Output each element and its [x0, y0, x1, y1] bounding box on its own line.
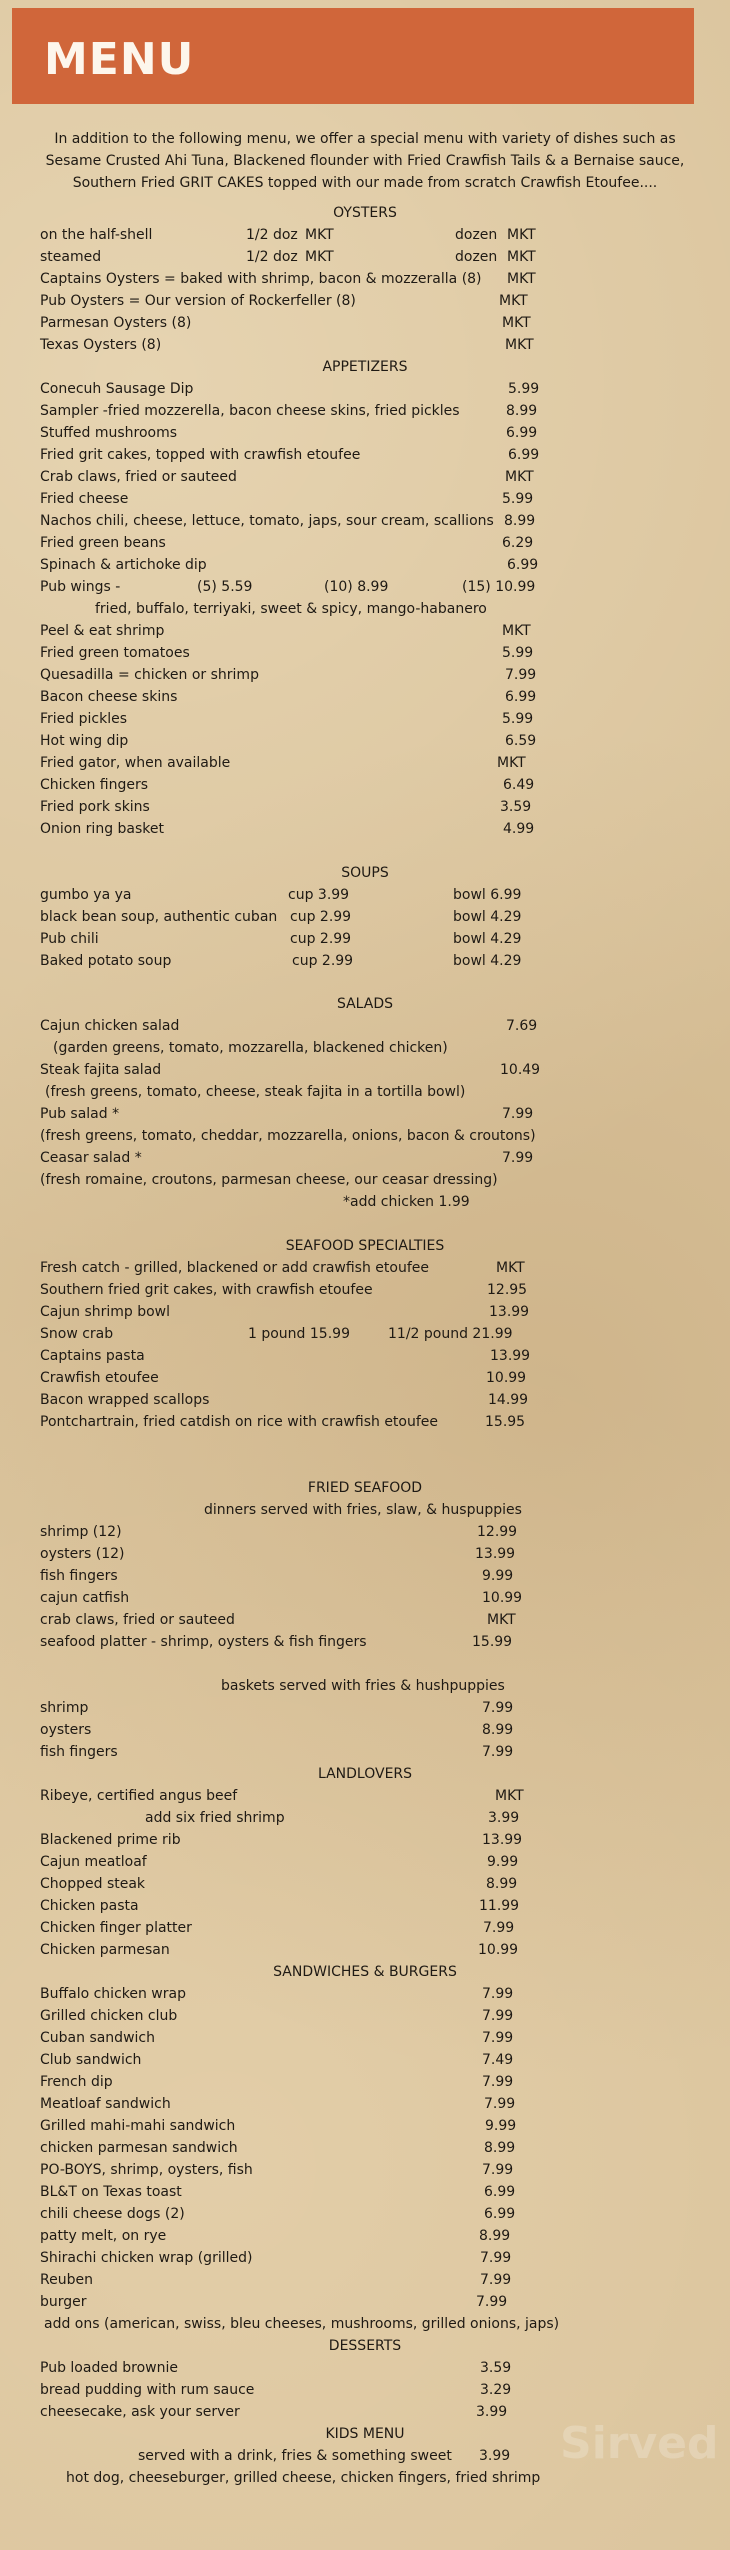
item-price: dozen [455, 249, 498, 265]
menu-item-row [0, 1169, 730, 1191]
item-price: 6.99 [507, 557, 539, 573]
menu-item-row [0, 510, 730, 532]
menu-item-row [0, 2181, 730, 2203]
item-name: Hot wing dip [40, 733, 129, 749]
menu-item-row [0, 950, 730, 972]
item-name: Cajun chicken salad [40, 1018, 180, 1034]
menu-item-row [0, 2247, 730, 2269]
menu-item-row [0, 2313, 730, 2335]
item-price: MKT [502, 315, 531, 331]
item-name: (fresh greens, tomato, cheddar, mozzarella, onions, bacon & croutons) [40, 1128, 536, 1144]
item-name: Steak fajita salad [40, 1062, 162, 1078]
menu-item-row [0, 708, 730, 730]
item-name: patty melt, on rye [40, 2228, 167, 2244]
menu-item-row [0, 774, 730, 796]
item-name: fish fingers [40, 1568, 118, 1584]
menu-item-row [0, 1565, 730, 1587]
item-price: 7.99 [482, 2030, 514, 2046]
menu-item-row [0, 1719, 730, 1741]
item-name: Club sandwich [40, 2052, 142, 2068]
item-name: hot dog, cheeseburger, grilled cheese, chicken fingers, fried shrimp [66, 2470, 541, 2486]
item-price: (15) 10.99 [462, 579, 536, 595]
menu-item-row [0, 2115, 730, 2137]
item-price: 5.99 [502, 491, 534, 507]
menu-item-row [0, 1609, 730, 1631]
menu-item-row [0, 488, 730, 510]
item-name: Conecuh Sausage Dip [40, 381, 194, 397]
item-price: 8.99 [482, 1722, 514, 1738]
menu-item-row [0, 1631, 730, 1653]
item-name: Cuban sandwich [40, 2030, 155, 2046]
item-price: 7.99 [483, 1920, 515, 1936]
item-price: bowl 6.99 [453, 887, 522, 903]
item-price: 5.99 [502, 645, 534, 661]
item-price: 4.99 [503, 821, 535, 837]
menu-item-row [0, 466, 730, 488]
item-price: 1 pound 15.99 [248, 1326, 350, 1342]
item-name: Grilled mahi-mahi sandwich [40, 2118, 236, 2134]
item-price: 7.99 [482, 1700, 514, 1716]
item-price: 1/2 doz [246, 249, 298, 265]
item-name: Meatloaf sandwich [40, 2096, 171, 2112]
menu-item-row [0, 598, 730, 620]
item-price: 7.99 [482, 2074, 514, 2090]
item-price: 7.99 [484, 2096, 516, 2112]
menu-item-row [0, 1103, 730, 1125]
item-price: 10.99 [482, 1590, 523, 1606]
section-heading-text: DESSERTS [328, 2338, 402, 2354]
item-price: bowl 4.29 [453, 909, 522, 925]
item-name: Crab claws, fried or sauteed [40, 469, 237, 485]
item-name: baskets served with fries & hushpuppies [221, 1678, 505, 1694]
section-heading [0, 1235, 730, 1257]
item-name: Captains pasta [40, 1348, 145, 1364]
item-price: 3.59 [480, 2360, 512, 2376]
menu-item-row [0, 334, 730, 356]
section-heading [0, 202, 730, 224]
menu-item-row [0, 576, 730, 598]
item-name: oysters [40, 1722, 92, 1738]
menu-item-row [0, 1081, 730, 1103]
item-price: MKT [507, 227, 536, 243]
item-name: shrimp (12) [40, 1524, 122, 1540]
item-price: MKT [505, 469, 534, 485]
menu-item-row [0, 1785, 730, 1807]
item-name: Cajun shrimp bowl [40, 1304, 171, 1320]
item-name: Pub wings - [40, 579, 121, 595]
item-name: PO-BOYS, shrimp, oysters, fish [40, 2162, 253, 2178]
item-name: burger [40, 2294, 87, 2310]
item-price: bowl 4.29 [453, 953, 522, 969]
menu-item-row [0, 2379, 730, 2401]
menu-item-row [0, 2137, 730, 2159]
item-price: 7.99 [502, 1106, 534, 1122]
item-name: Pub Oysters = Our version of Rockerfeller (8) [40, 293, 356, 309]
item-name: Fried pork skins [40, 799, 150, 815]
menu-item-row [0, 532, 730, 554]
item-name: BL&T on Texas toast [40, 2184, 182, 2200]
menu-item-row [0, 642, 730, 664]
menu-item-row [0, 1257, 730, 1279]
item-price: cup 3.99 [288, 887, 350, 903]
menu-item-row [0, 224, 730, 246]
menu-item-row [0, 818, 730, 840]
item-name: Bacon cheese skins [40, 689, 178, 705]
item-price: MKT [502, 623, 531, 639]
item-price: MKT [305, 249, 334, 265]
menu-item-row [0, 1983, 730, 2005]
menu-item-row [0, 1587, 730, 1609]
item-price: 13.99 [489, 1304, 530, 1320]
item-name: seafood platter - shrimp, oysters & fish fingers [40, 1634, 367, 1650]
menu-item-row [0, 1125, 730, 1147]
item-price: 7.99 [476, 2294, 508, 2310]
menu-item-row [0, 1301, 730, 1323]
item-price: MKT [507, 271, 536, 287]
item-price: 1/2 doz [246, 227, 298, 243]
menu-item-row [0, 290, 730, 312]
item-name: *add chicken 1.99 [343, 1194, 470, 1210]
item-price: 7.99 [505, 667, 537, 683]
item-name: steamed [40, 249, 102, 265]
item-name: Pontchartrain, fried catdish on rice with crawfish etoufee [40, 1414, 439, 1430]
item-name: Texas Oysters (8) [40, 337, 162, 353]
item-price: 6.99 [508, 447, 540, 463]
item-price: 9.99 [487, 1854, 519, 1870]
item-price: 5.99 [502, 711, 534, 727]
item-name: Parmesan Oysters (8) [40, 315, 192, 331]
item-price: MKT [497, 755, 526, 771]
menu-title: MENU [44, 34, 195, 85]
section-heading-text: SALADS [336, 996, 394, 1012]
item-price: cup 2.99 [290, 931, 352, 947]
item-name: oysters (12) [40, 1546, 125, 1562]
item-price: 7.99 [480, 2250, 512, 2266]
item-name: Crawfish etoufee [40, 1370, 159, 1386]
item-price: 11/2 pound 21.99 [388, 1326, 513, 1342]
item-name: bread pudding with rum sauce [40, 2382, 255, 2398]
item-price: 3.29 [480, 2382, 512, 2398]
menu-item-row [0, 246, 730, 268]
menu-item-row [0, 2093, 730, 2115]
section-heading [0, 356, 730, 378]
item-name: crab claws, fried or sauteed [40, 1612, 235, 1628]
item-price: 8.99 [504, 513, 536, 529]
item-price: (10) 8.99 [324, 579, 389, 595]
menu-item-row [0, 1741, 730, 1763]
item-price: 7.69 [506, 1018, 538, 1034]
item-price: 7.99 [480, 2272, 512, 2288]
item-price: 13.99 [475, 1546, 516, 1562]
section-heading-text: FRIED SEAFOOD [307, 1480, 423, 1496]
item-price: 15.95 [485, 1414, 526, 1430]
item-name: Reuben [40, 2272, 93, 2288]
item-name: (fresh greens, tomato, cheese, steak fajita in a tortilla bowl) [45, 1084, 466, 1100]
menu-item-row [0, 686, 730, 708]
item-name: Fried green beans [40, 535, 166, 551]
item-price: bowl 4.29 [453, 931, 522, 947]
menu-item-row [0, 2225, 730, 2247]
item-name: Southern fried grit cakes, with crawfish etoufee [40, 1282, 373, 1298]
item-name: add ons (american, swiss, bleu cheeses, mushrooms, grilled onions, japs) [44, 2316, 560, 2332]
item-name: Ceasar salad * [40, 1150, 142, 1166]
menu-item-row [0, 1411, 730, 1433]
menu-item-row [0, 1037, 730, 1059]
menu-item-row [0, 1367, 730, 1389]
item-name: Onion ring basket [40, 821, 164, 837]
item-price: MKT [499, 293, 528, 309]
item-price: 3.59 [500, 799, 532, 815]
section-heading [0, 1477, 730, 1499]
item-name: Fresh catch - grilled, blackened or add crawfish etoufee [40, 1260, 429, 1276]
item-name: cajun catfish [40, 1590, 130, 1606]
item-name: Pub loaded brownie [40, 2360, 179, 2376]
item-price: 8.99 [506, 403, 538, 419]
item-name: Chicken parmesan [40, 1942, 170, 1958]
menu-item-row [0, 884, 730, 906]
item-price: dozen [455, 227, 498, 243]
item-price: 13.99 [482, 1832, 523, 1848]
menu-item-row [0, 1895, 730, 1917]
item-name: Fried pickles [40, 711, 128, 727]
item-price: 11.99 [479, 1898, 520, 1914]
item-price: 9.99 [482, 1568, 514, 1584]
item-name: gumbo ya ya [40, 887, 132, 903]
menu-item-row [0, 422, 730, 444]
item-price: 8.99 [486, 1876, 518, 1892]
item-price: 13.99 [490, 1348, 531, 1364]
item-name: Cajun meatloaf [40, 1854, 147, 1870]
menu-item-row [0, 1939, 730, 1961]
item-price: 7.99 [502, 1150, 534, 1166]
menu-item-row [0, 2159, 730, 2181]
menu-item-row [0, 1851, 730, 1873]
item-price: 10.49 [500, 1062, 541, 1078]
item-name: Quesadilla = chicken or shrimp [40, 667, 259, 683]
menu-item-row [0, 928, 730, 950]
item-name: Buffalo chicken wrap [40, 1986, 186, 2002]
menu-item-row [0, 1015, 730, 1037]
section-heading-text: LANDLOVERS [317, 1766, 413, 1782]
item-name: Captains Oysters = baked with shrimp, bacon & mozzeralla (8) [40, 271, 482, 287]
menu-item-row [0, 2467, 730, 2489]
menu-item-row [0, 664, 730, 686]
item-name: Fried grit cakes, topped with crawfish etoufee [40, 447, 361, 463]
section-heading-text: SOUPS [341, 865, 389, 881]
item-price: 3.99 [479, 2448, 511, 2464]
item-price: cup 2.99 [292, 953, 354, 969]
menu-item-row [0, 1147, 730, 1169]
item-name: Fried green tomatoes [40, 645, 190, 661]
menu-item-row [0, 2071, 730, 2093]
item-name: served with a drink, fries & something sweet [138, 2448, 452, 2464]
item-name: Fried cheese [40, 491, 129, 507]
item-name: Grilled chicken club [40, 2008, 178, 2024]
item-price: cup 2.99 [290, 909, 352, 925]
item-price: 7.99 [482, 1986, 514, 2002]
menu-item-row [0, 1059, 730, 1081]
item-price: 3.99 [488, 1810, 520, 1826]
item-price: 15.99 [472, 1634, 513, 1650]
menu-item-row [0, 2357, 730, 2379]
item-name: chicken parmesan sandwich [40, 2140, 238, 2156]
menu-item-row [0, 1389, 730, 1411]
item-name: dinners served with fries, slaw, & huspuppies [204, 1502, 522, 1518]
item-name: cheesecake, ask your server [40, 2404, 240, 2420]
item-name: Nachos chili, cheese, lettuce, tomato, japs, sour cream, scallions [40, 513, 494, 529]
intro-text: In addition to the following menu, we offer a special menu with variety of dishes such as Sesame Crusted Ahi Tuna, Blackened flounder with Fried Crawfish Tails & a Bernaise sauce, Southern Fried GRIT CAKES topped with our made from scratch Crawfish Etoufee.... [45, 131, 685, 191]
section-heading [0, 1961, 730, 1983]
section-heading-text: KIDS MENU [325, 2426, 405, 2442]
menu-item-row [0, 2269, 730, 2291]
item-price: 8.99 [484, 2140, 516, 2156]
menu-item-row [0, 1345, 730, 1367]
item-name: Pub chili [40, 931, 99, 947]
menu-item-row [0, 2049, 730, 2071]
menu-item-row [0, 1917, 730, 1939]
item-name: Fried gator, when available [40, 755, 231, 771]
item-name: Baked potato soup [40, 953, 172, 969]
item-price: 6.99 [506, 425, 538, 441]
section-heading-text: SANDWICHES & BURGERS [273, 1964, 457, 1980]
section-heading [0, 1763, 730, 1785]
menu-item-row [0, 1499, 730, 1521]
item-price: MKT [305, 227, 334, 243]
item-name: fish fingers [40, 1744, 118, 1760]
menu-item-row [0, 796, 730, 818]
menu-item-row [0, 444, 730, 466]
item-price: 14.99 [488, 1392, 529, 1408]
item-price: 6.59 [505, 733, 537, 749]
menu-item-row [0, 1675, 730, 1697]
item-name: Sampler -fried mozzerella, bacon cheese skins, fried pickles [40, 403, 460, 419]
menu-item-row [0, 312, 730, 334]
item-name: Chicken finger platter [40, 1920, 192, 1936]
item-price: 6.99 [484, 2206, 516, 2222]
item-price: 7.99 [482, 2008, 514, 2024]
item-name: shrimp [40, 1700, 89, 1716]
menu-item-row [0, 1323, 730, 1345]
item-name: Ribeye, certified angus beef [40, 1788, 238, 1804]
item-price: 9.99 [485, 2118, 517, 2134]
item-price: 6.99 [484, 2184, 516, 2200]
item-name: Pub salad * [40, 1106, 120, 1122]
menu-item-row [0, 378, 730, 400]
section-heading [0, 862, 730, 884]
item-name: Bacon wrapped scallops [40, 1392, 210, 1408]
item-name: black bean soup, authentic cuban [40, 909, 278, 925]
section-heading-text: OYSTERS [333, 205, 397, 221]
item-price: 10.99 [478, 1942, 519, 1958]
menu-item-row [0, 1697, 730, 1719]
item-price: MKT [495, 1788, 524, 1804]
item-price: 7.99 [482, 1744, 514, 1760]
item-name: Snow crab [40, 1326, 114, 1342]
item-price: 7.49 [482, 2052, 514, 2068]
item-name: Chicken fingers [40, 777, 149, 793]
menu-item-row [0, 1279, 730, 1301]
item-price: 12.95 [487, 1282, 528, 1298]
menu-item-row [0, 1191, 730, 1213]
section-heading [0, 993, 730, 1015]
item-price: 6.99 [505, 689, 537, 705]
menu-item-row [0, 730, 730, 752]
item-price: 6.49 [503, 777, 535, 793]
menu-item-row [0, 400, 730, 422]
item-price: 10.99 [486, 1370, 527, 1386]
item-price: 3.99 [476, 2404, 508, 2420]
item-name: Shirachi chicken wrap (grilled) [40, 2250, 253, 2266]
item-price: 12.99 [477, 1524, 518, 1540]
item-name: add six fried shrimp [145, 1810, 285, 1826]
item-name: on the half-shell [40, 227, 153, 243]
section-heading [0, 2335, 730, 2357]
item-name: (fresh romaine, croutons, parmesan cheese, our ceasar dressing) [40, 1172, 498, 1188]
menu-item-row [0, 1521, 730, 1543]
section-heading-text: SEAFOOD SPECIALTIES [285, 1238, 445, 1254]
item-name: Peel & eat shrimp [40, 623, 165, 639]
item-name: Chicken pasta [40, 1898, 139, 1914]
item-price: MKT [507, 249, 536, 265]
item-name: (garden greens, tomato, mozzarella, blackened chicken) [53, 1040, 448, 1056]
item-name: chili cheese dogs (2) [40, 2206, 185, 2222]
item-price: MKT [505, 337, 534, 353]
item-price: (5) 5.59 [197, 579, 253, 595]
menu-item-row [0, 1807, 730, 1829]
menu-item-row [0, 752, 730, 774]
item-price: 6.29 [502, 535, 534, 551]
item-name: Spinach & artichoke dip [40, 557, 207, 573]
menu-item-row [0, 1873, 730, 1895]
item-price: 8.99 [479, 2228, 511, 2244]
item-name: French dip [40, 2074, 113, 2090]
menu-item-row [0, 2005, 730, 2027]
menu-item-row [0, 268, 730, 290]
item-name: Chopped steak [40, 1876, 146, 1892]
menu-item-row [0, 906, 730, 928]
menu-item-row [0, 1829, 730, 1851]
menu-item-row [0, 620, 730, 642]
menu-item-row [0, 554, 730, 576]
item-name: Stuffed mushrooms [40, 425, 178, 441]
item-price: 7.99 [482, 2162, 514, 2178]
item-price: MKT [496, 1260, 525, 1276]
item-price: MKT [487, 1612, 516, 1628]
item-price: 5.99 [508, 381, 540, 397]
item-name: Blackened prime rib [40, 1832, 181, 1848]
menu-item-row [0, 2027, 730, 2049]
menu-item-row [0, 1543, 730, 1565]
section-heading-text: APPETIZERS [322, 359, 408, 375]
menu-item-row [0, 2291, 730, 2313]
item-name: fried, buffalo, terriyaki, sweet & spicy, mango-habanero [95, 601, 487, 617]
menu-item-row [0, 2203, 730, 2225]
watermark-logo: Sirved [560, 2418, 719, 2469]
